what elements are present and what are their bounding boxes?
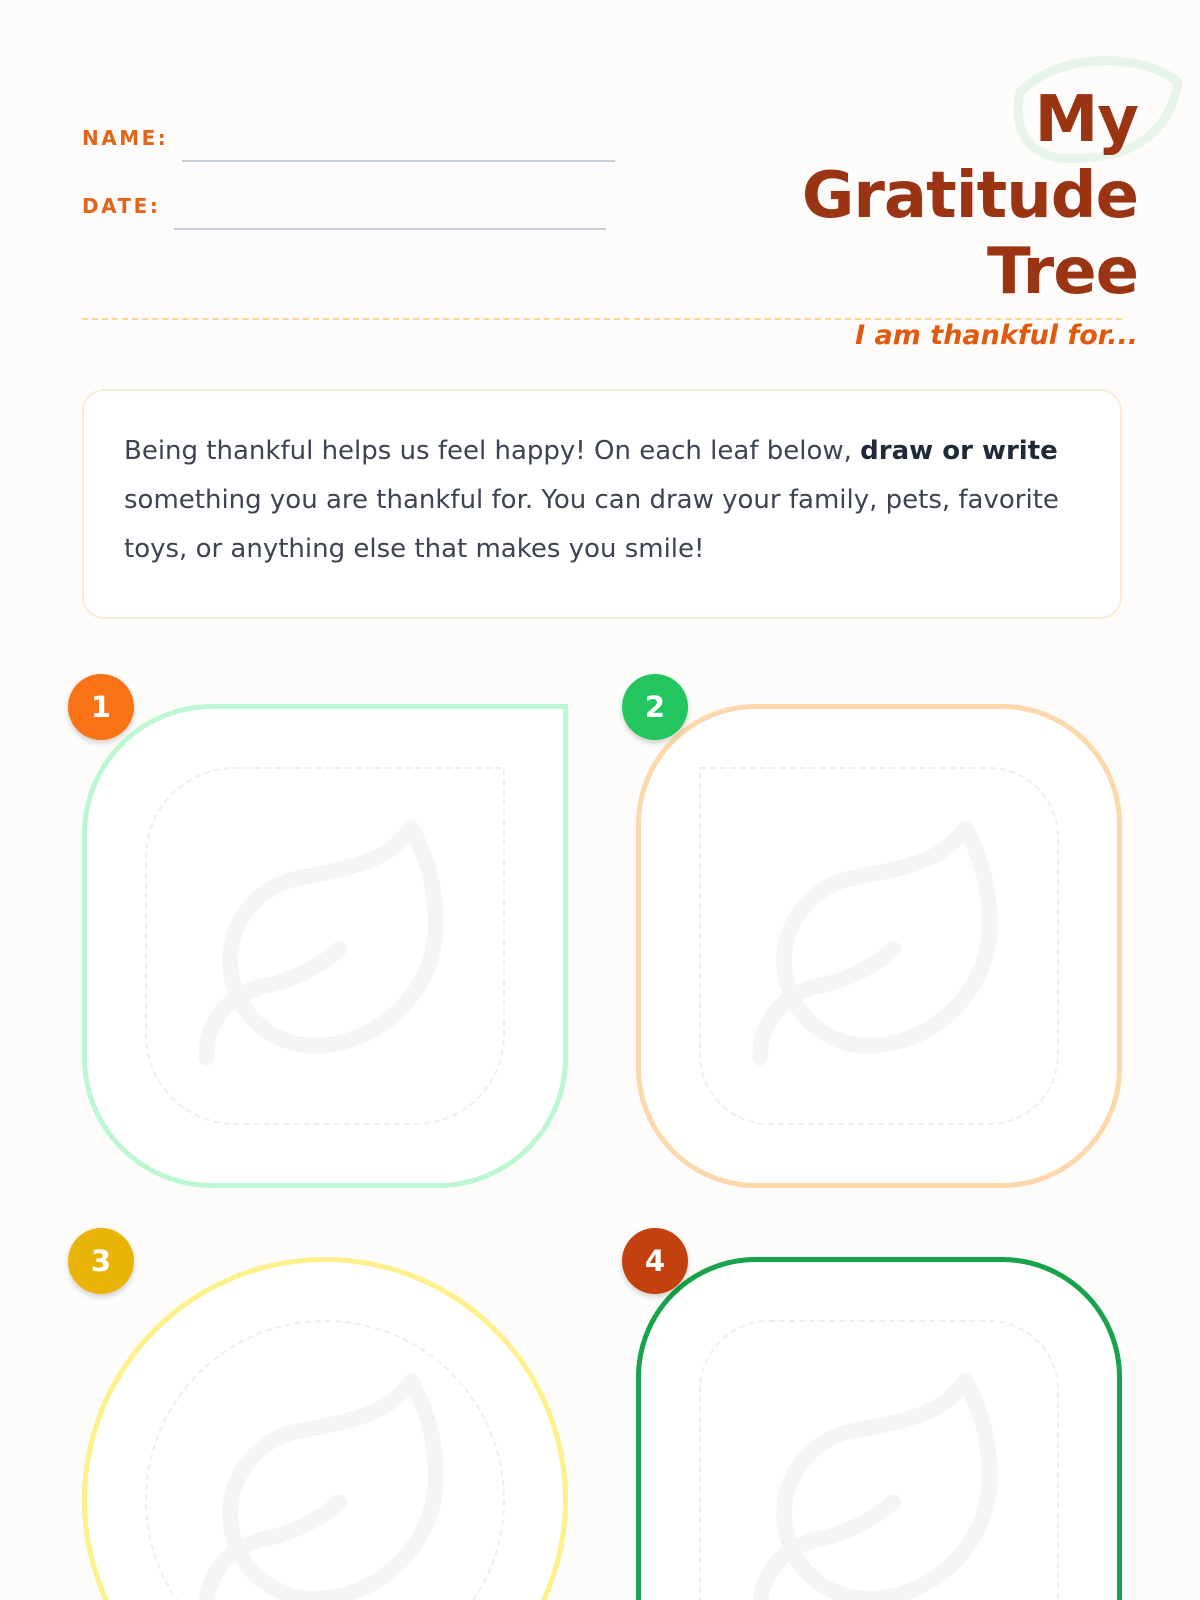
- date-write-line[interactable]: [174, 228, 606, 230]
- leaf-icon: [182, 1357, 472, 1600]
- title-block: [678, 82, 1138, 351]
- name-field: [82, 128, 615, 148]
- date-label: DATE:: [82, 194, 161, 218]
- instructions-text-before: Being thankful helps us feel happy! On each leaf below,: [124, 436, 861, 466]
- date-field: [82, 196, 606, 216]
- leaf-icon: [182, 804, 472, 1094]
- leaf-4-number-badge: 4: [622, 1228, 688, 1294]
- page-title-line1: My Gratitude: [801, 83, 1138, 233]
- instructions-text-after: something you are thankful for. You can draw your family, pets, favorite toys, or anything else that makes you smile!: [124, 485, 1059, 564]
- leaf-2-drawing-area[interactable]: [636, 704, 1122, 1188]
- leaf-4-drawing-area[interactable]: [636, 1257, 1122, 1600]
- page-title-line2: Tree: [987, 235, 1138, 309]
- page-subtitle: I am thankful for...: [855, 320, 1138, 351]
- instructions-box: [82, 389, 1122, 619]
- instructions-text: [124, 427, 1080, 574]
- page-title: [678, 82, 1138, 310]
- header-divider: [82, 318, 1122, 320]
- name-label: NAME:: [82, 126, 169, 150]
- leaf-1-drawing-area[interactable]: [82, 704, 568, 1188]
- leaf-3-drawing-area[interactable]: [82, 1257, 568, 1600]
- leaf-icon: [736, 1357, 1026, 1600]
- leaf-2-number-badge: 2: [622, 674, 688, 740]
- name-write-line[interactable]: [182, 160, 615, 162]
- leaf-3-number-badge: 3: [68, 1228, 134, 1294]
- leaf-1-number-badge: 1: [68, 674, 134, 740]
- instructions-text-bold: draw or write: [860, 436, 1058, 466]
- leaf-icon: [736, 804, 1026, 1094]
